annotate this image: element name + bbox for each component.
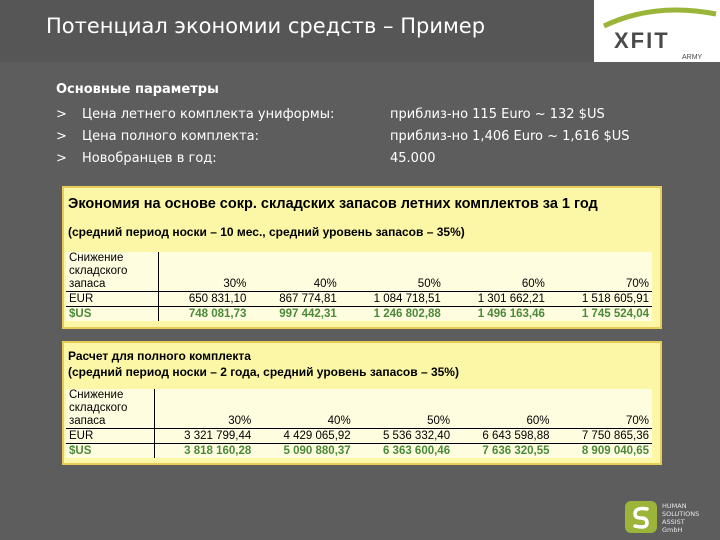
xfit-logo-icon — [594, 0, 720, 64]
table-row — [66, 444, 652, 459]
full-kit-savings-box — [62, 341, 662, 465]
box-subtitle: (средний период носки – 10 мес., средний уровень запасов – 35%) — [68, 225, 465, 239]
table-cell: 650 831,10 — [158, 292, 249, 307]
slide-title: Потенциал экономии средств – Пример — [46, 14, 486, 38]
column-header: 30% — [223, 278, 247, 290]
table-cell: 5 090 880,37 — [254, 444, 353, 459]
table-cell: 6 643 598,88 — [453, 429, 552, 444]
row-label: EUR — [66, 429, 154, 444]
bullet-icon: > — [56, 151, 67, 166]
params-heading: Основные параметры — [56, 82, 219, 97]
header-label-line: Снижение — [69, 389, 124, 401]
column-header: 50% — [427, 415, 451, 427]
hs-logo-line: SOLUTIONS — [662, 510, 700, 518]
header-label-cell — [66, 252, 158, 292]
table-cell: 3 321 799,44 — [154, 429, 254, 444]
table-cell: 3 818 160,28 — [154, 444, 254, 459]
table-cell: 867 774,81 — [249, 292, 339, 307]
row-label: EUR — [66, 292, 158, 307]
bullet-icon: > — [56, 107, 67, 122]
hs-logo-icon — [624, 500, 658, 534]
header-label-cell — [66, 389, 154, 429]
param-label: Цена полного комплекта: — [82, 129, 260, 144]
param-value: 45.000 — [390, 151, 436, 166]
table-row — [66, 307, 652, 322]
savings-table — [66, 389, 652, 458]
table-cell: 7 750 865,36 — [553, 429, 652, 444]
hs-logo-line: ASSIST — [662, 518, 685, 526]
summer-kit-savings-box — [62, 186, 662, 329]
header-label-line: Снижение — [69, 252, 124, 264]
table-row — [66, 429, 652, 444]
table-cell: 1 084 718,51 — [340, 292, 444, 307]
table-cell: 8 909 040,65 — [553, 444, 652, 459]
bullet-icon: > — [56, 129, 67, 144]
table-cell: 1 745 524,04 — [548, 307, 652, 322]
savings-table — [66, 252, 652, 321]
table-cell: 4 429 065,92 — [254, 429, 353, 444]
table-cell: 748 081,73 — [158, 307, 249, 322]
xfit-army-logo — [594, 0, 720, 64]
column-header: 70% — [625, 415, 649, 427]
column-header: 70% — [625, 278, 649, 290]
table-row — [66, 292, 652, 307]
header-label-line: запаса — [69, 278, 106, 290]
table-cell: 1 246 802,88 — [340, 307, 444, 322]
box-title: Экономия на основе сокр. складских запасов летних комплектов за 1 год — [68, 196, 598, 212]
table-cell: 997 442,31 — [249, 307, 339, 322]
param-value: приблиз-но 115 Euro ~ 132 $US — [390, 107, 605, 122]
param-value: приблиз-но 1,406 Euro ~ 1,616 $US — [390, 129, 630, 144]
table-cell: 1 496 163,46 — [444, 307, 548, 322]
header-label-line: складского — [69, 402, 128, 414]
hs-logo-line: GmbH — [662, 526, 683, 534]
logo-text: XFIT — [614, 28, 670, 53]
table-cell: 5 536 332,40 — [354, 429, 453, 444]
column-header: 40% — [327, 415, 351, 427]
row-label: $US — [66, 444, 154, 459]
param-label: Цена летнего комплекта униформы: — [82, 107, 335, 122]
hs-logo-text — [662, 502, 699, 534]
box-title: Расчет для полного комплекта — [68, 349, 251, 363]
hs-logo-line: HUMAN — [662, 502, 687, 510]
column-header: 50% — [417, 278, 441, 290]
table-cell: 6 363 600,46 — [354, 444, 453, 459]
box-subtitle: (средний период носки – 2 года, средний уровень запасов – 35%) — [68, 365, 459, 379]
table-cell: 7 636 320,55 — [453, 444, 552, 459]
column-header: 60% — [526, 415, 550, 427]
table-header-row — [66, 389, 652, 429]
header-label-line: запаса — [69, 415, 106, 427]
row-label: $US — [66, 307, 158, 322]
column-header: 30% — [228, 415, 252, 427]
column-header: 40% — [313, 278, 337, 290]
table-cell: 1 301 662,21 — [444, 292, 548, 307]
table-header-row — [66, 252, 652, 292]
param-label: Новобранцев в год: — [82, 151, 217, 166]
column-header: 60% — [521, 278, 545, 290]
table-cell: 1 518 605,91 — [548, 292, 652, 307]
logo-subtext: ARMY — [682, 54, 703, 61]
header-label-line: складского — [69, 265, 128, 277]
